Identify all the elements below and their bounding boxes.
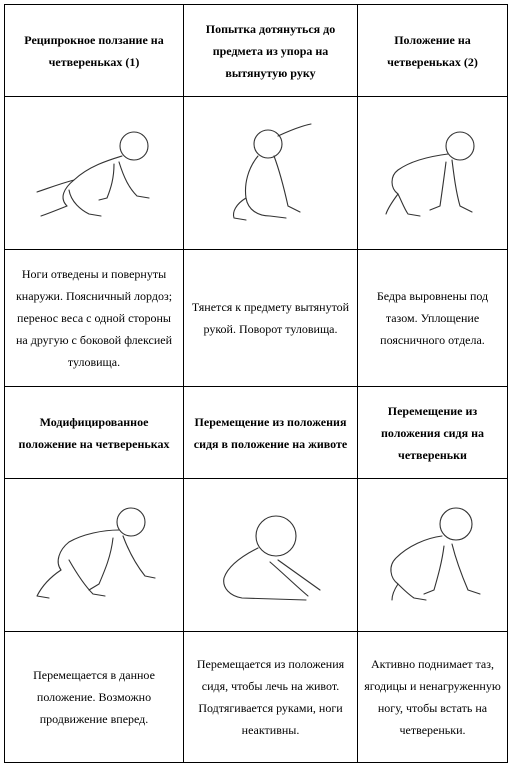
description-row-2 bbox=[5, 632, 508, 763]
header-quadruped-position: Положение на четвереньках (2) bbox=[358, 5, 508, 97]
baby-reaching-illustration bbox=[196, 118, 346, 228]
description-sitting-to-prone: Перемещается из положения сидя, чтобы лечь на живот. Подтягивается руками, ноги неактивны. bbox=[184, 632, 358, 763]
header-reciprocal-crawling: Реципрокное ползание на четвереньках (1) bbox=[5, 5, 184, 97]
illustration-cell bbox=[5, 97, 184, 250]
illustration-cell bbox=[184, 479, 358, 632]
illustration-cell bbox=[184, 97, 358, 250]
description-quadruped-position: Бедра выровнены под тазом. Уплощение поясничного отдела. bbox=[358, 250, 508, 387]
description-modified-quadruped: Перемещается в данное положение. Возможно продвижение вперед. bbox=[5, 632, 184, 763]
illustration-row-1 bbox=[5, 97, 508, 250]
description-row-1 bbox=[5, 250, 508, 387]
header-sitting-to-quadruped: Перемещение из положения сидя на четвереньки bbox=[358, 387, 508, 479]
header-reaching-attempt: Попытка дотянуться до предмета из упора на вытянутую руку bbox=[184, 5, 358, 97]
description-reciprocal-crawling: Ноги отведены и повернуты кнаружи. Поясничный лордоз; перенос веса с одной стороны на другую с боковой флексией туловища. bbox=[5, 250, 184, 387]
motor-development-table bbox=[4, 4, 508, 763]
header-modified-quadruped: Модифицированное положение на четвереньках bbox=[5, 387, 184, 479]
illustration-row-2 bbox=[5, 479, 508, 632]
baby-sitting-to-prone-illustration bbox=[196, 500, 346, 610]
baby-crawling-illustration bbox=[19, 118, 169, 228]
baby-on-all-fours-illustration bbox=[368, 118, 498, 228]
illustration-cell bbox=[358, 97, 508, 250]
baby-sitting-to-quadruped-illustration bbox=[368, 500, 498, 610]
description-sitting-to-quadruped: Активно поднимает таз, ягодицы и ненагруженную ногу, чтобы встать на четвереньки. bbox=[358, 632, 508, 763]
description-reaching-attempt: Тянется к предмету вытянутой рукой. Поворот туловища. bbox=[184, 250, 358, 387]
illustration-cell bbox=[5, 479, 184, 632]
header-row-2 bbox=[5, 387, 508, 479]
illustration-cell bbox=[358, 479, 508, 632]
header-sitting-to-prone: Перемещение из положения сидя в положение на животе bbox=[184, 387, 358, 479]
baby-modified-quadruped-illustration bbox=[19, 500, 169, 610]
header-row-1 bbox=[5, 5, 508, 97]
